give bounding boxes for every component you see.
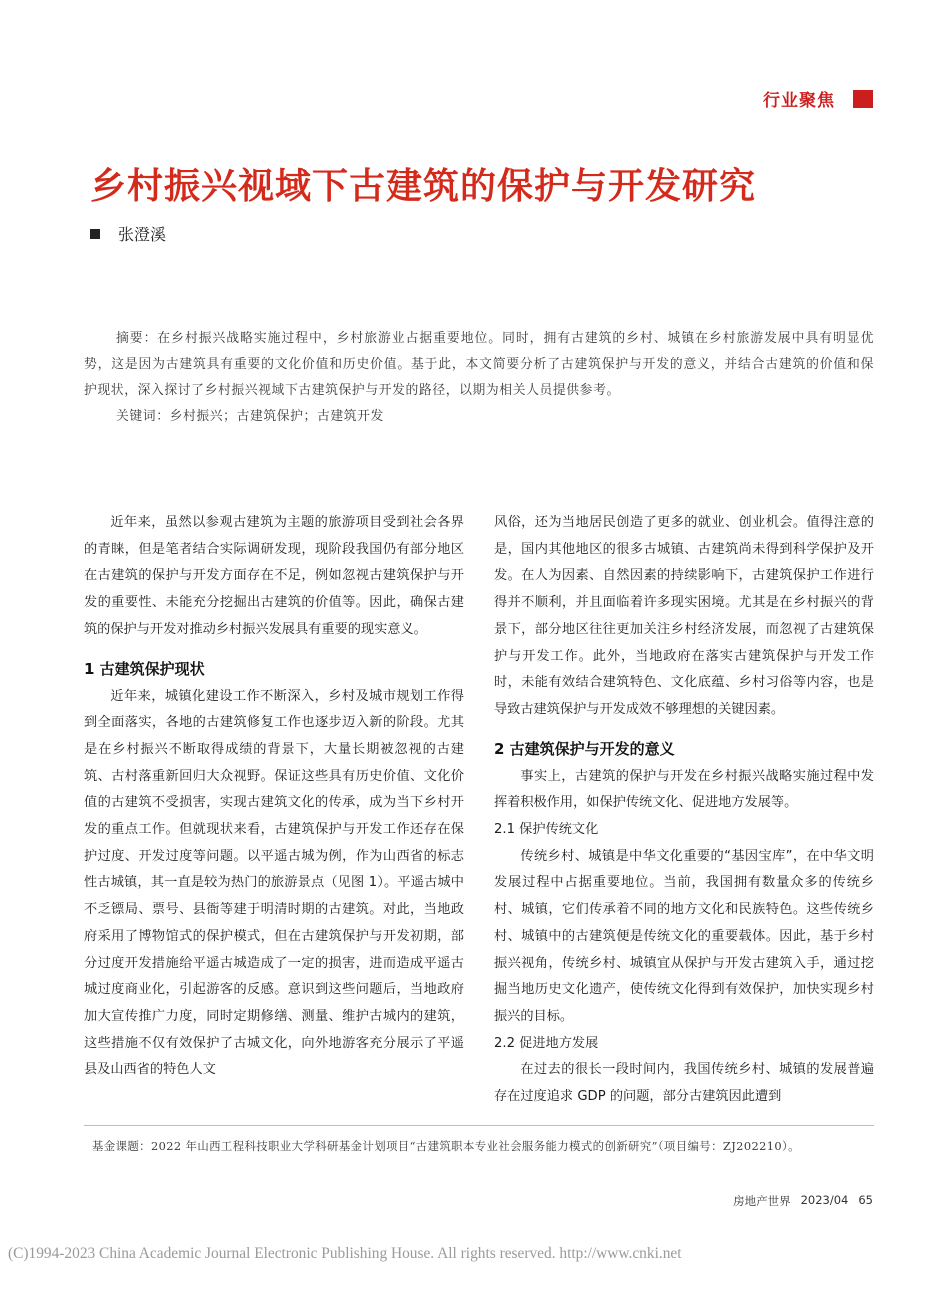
author-bullet-icon bbox=[90, 229, 100, 239]
author-name: 张澄溪 bbox=[118, 225, 167, 244]
section-heading-2: 2 古建筑保护与开发的意义 bbox=[494, 739, 675, 758]
subsection-heading-2-1: 2.1 保护传统文化 bbox=[494, 822, 599, 838]
subsection-heading-2-2: 2.2 促进地方发展 bbox=[494, 1035, 599, 1051]
issue-number: 2023/04 bbox=[800, 1193, 849, 1207]
page-number: 65 bbox=[858, 1193, 873, 1207]
section-tag bbox=[763, 86, 873, 111]
article-title: 乡村振兴视域下古建筑的保护与开发研究 bbox=[90, 166, 757, 207]
page-footer bbox=[733, 1193, 873, 1209]
section-heading-1: 1 古建筑保护现状 bbox=[84, 659, 205, 678]
fund-note: 基金课题：2022 年山西工程科技职业大学科研基金计划项目“古建筑职本专业社会服务能力模式的创新研究”（项目编号：ZJ202210）。 bbox=[92, 1139, 800, 1153]
subsection-2-1-paragraph: 传统乡村、城镇是中华文化重要的“基因宝库”，在中华文明发展过程中占据重要地位。当前，我国拥有数量众多的传统乡村、城镇，它们传承着不同的地方文化和民族特色。这些传统乡村、城镇中的古建筑便是传统文化的重要载体。因此，基于乡村振兴视角，传统乡村、城镇宜从保护与开发古建筑入手，通过挖掘当地历史文化遗产，使传统文化得到有效保护，加快实现乡村振兴的目标。 bbox=[494, 848, 874, 1024]
author-line bbox=[90, 222, 166, 245]
keywords-text: 关键词：乡村振兴；古建筑保护；古建筑开发 bbox=[116, 409, 384, 424]
body-column-left bbox=[84, 510, 464, 1084]
abstract-text: 摘要：在乡村振兴战略实施过程中，乡村旅游业占据重要地位。同时，拥有古建筑的乡村、城镇在乡村旅游发展中具有明显优势，这是因为古建筑具有重要的文化价值和历史价值。基于此，本文简要分析了古建筑保护与开发的意义，并结合古建筑的价值和保护现状，深入探讨了乡村振兴视域下古建筑保护与开发的路径，以期为相关人员提供参考。 bbox=[84, 331, 874, 398]
section-2-paragraph: 事实上，古建筑的保护与开发在乡村振兴战略实施过程中发挥着积极作用，如保护传统文化、促进地方发展等。 bbox=[494, 768, 874, 811]
section-tag-label: 行业聚焦 bbox=[763, 91, 835, 111]
section-square-icon bbox=[853, 90, 873, 108]
intro-paragraph: 近年来，虽然以参观古建筑为主题的旅游项目受到社会各界的青睐，但是笔者结合实际调研发现，现阶段我国仍有部分地区在古建筑的保护与开发方面存在不足，例如忽视古建筑保护与开发的重要性、未能充分挖掘出古建筑的价值等。因此，确保古建筑的保护与开发对推动乡村振兴发展具有重要的现实意义。 bbox=[84, 515, 464, 637]
journal-name: 房地产世界 bbox=[733, 1194, 791, 1208]
subsection-2-2-paragraph: 在过去的很长一段时间内，我国传统乡村、城镇的发展普遍存在过度追求 GDP 的问题，部分古建筑因此遭到 bbox=[494, 1062, 874, 1105]
section-1-paragraph: 近年来，城镇化建设工作不断深入，乡村及城市规划工作得到全面落实，各地的古建筑修复工作也逐步迈入新的阶段。尤其是在乡村振兴不断取得成绩的背景下，大量长期被忽视的古建筑、古村落重新回归大众视野。保证这些具有历史价值、文化价值的古建筑不受损害，实现古建筑文化的传承，成为当下乡村开发的重点工作。但就现状来看，古建筑保护与开发工作还存在保护过度、开发过度等问题。以平遥古城为例，作为山西省的标志性古城镇，其一直是较为热门的旅游景点（见图 1）。平遥古城中不乏镖局、票号、县衙等建于明清时期的古建筑。对此，当地政府采用了博物馆式的保护模式，但在古建筑保护与开发初期，部分过度开发措施给平遥古城造成了一定的损害，进而造成平遥古城过度商业化，引起游客的反感。意识到这些问题后，当地政府加大宣传推广力度，同时定期修缮、测量、维护古城内的建筑，这些措施不仅有效保护了古城文化，向外地游客充分展示了平遥县及山西省的特色人文 bbox=[84, 688, 464, 1078]
section-1-paragraph-continued: 风俗，还为当地居民创造了更多的就业、创业机会。值得注意的是，国内其他地区的很多古城镇、古建筑尚未得到科学保护及开发。在人为因素、自然因素的持续影响下，古建筑保护工作进行得并不顺利，并且面临着许多现实困境。尤其是在乡村振兴的背景下，部分地区往往更加关注乡村经济发展，而忽视了古建筑保护与开发工作。此外，当地政府在落实古建筑保护与开发工作时，未能有效结合建筑特色、文化底蕴、乡村习俗等内容，也是导致古建筑保护与开发成效不够理想的关键因素。 bbox=[494, 515, 874, 717]
abstract-block bbox=[84, 326, 874, 430]
copyright-notice: (C)1994-2023 China Academic Journal Electronic Publishing House. All rights reserved. http://www.cnki.net bbox=[8, 1245, 682, 1262]
body-column-right bbox=[494, 510, 874, 1111]
footnote-divider bbox=[84, 1125, 874, 1126]
